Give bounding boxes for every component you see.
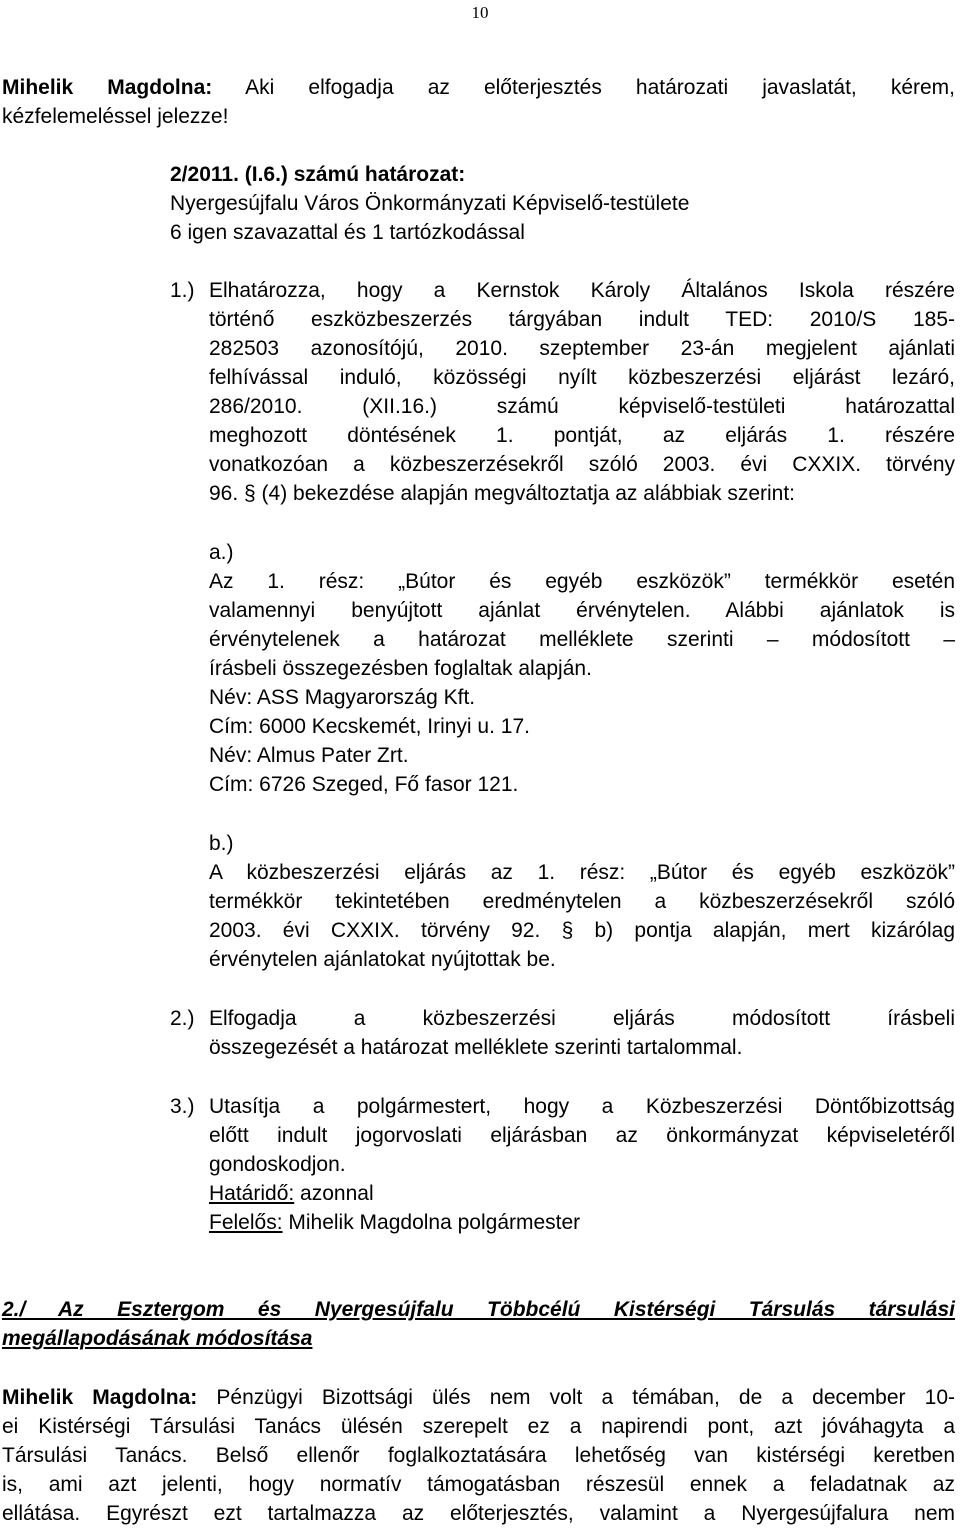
bidder-name: Név: Almus Pater Zrt. <box>209 744 409 767</box>
deadline-label: Határidő: <box>209 1182 295 1205</box>
resolution-body: Nyergesújfalu Város Önkormányzati Képviselő-testülete <box>170 192 690 215</box>
intro-text: Aki elfogadja az előterjesztés határozati javaslatát, kérem, <box>212 76 955 99</box>
speaker-name: Mihelik Magdolna: <box>2 76 213 99</box>
sub-b-line-last: érvénytelen ajánlatokat nyújtottak be. <box>209 948 556 971</box>
closing-line: is, ami azt jelenti, hogy normatív támogatásban részesül ennek a feladatnak az <box>2 1473 955 1496</box>
closing-line: Társulási Tanács. Belső ellenőr foglalkoztatására lehetőség van kistérségi keretben <box>2 1444 955 1467</box>
section-2-title: 2./ Az Esztergom és Nyergesújfalu Többcélú Kistérségi Társulás társulási <box>2 1298 955 1321</box>
sub-a-line: valamennyi benyújtott ajánlat érvénytelen. Alábbi ajánlatok is <box>209 599 955 622</box>
closing-line: ellátása. Egyrészt ezt tartalmazza az előterjesztés, valamint a Nyergesújfalura nem <box>2 1502 955 1525</box>
resolution-title: 2/2011. (I.6.) számú határozat: <box>170 163 466 186</box>
deadline-line <box>209 1179 955 1208</box>
sub-b-line: 2003. évi CXXIX. törvény 92. § b) pontja alapján, mert kizárólag <box>209 919 955 942</box>
point-1-line: felhívással induló, közösségi nyílt közbeszerzési eljárást lezáró, <box>209 366 955 389</box>
sub-a-line: érvénytelenek a határozat melléklete szerinti – módosított – <box>209 628 955 651</box>
closing-text: Pénzügyi Bizottsági ülés nem volt a témában, de a december 10- <box>197 1386 955 1409</box>
point-2-number: 2.) <box>170 1007 195 1030</box>
responsible-line <box>209 1208 955 1237</box>
point-3-line: Utasítja a polgármestert, hogy a Közbeszerzési Döntőbizottság <box>209 1095 955 1118</box>
sub-b-label: b.) <box>209 832 234 855</box>
sub-a-label: a.) <box>209 541 234 564</box>
resolution-vote: 6 igen szavazattal és 1 tartózkodással <box>170 221 525 244</box>
point-1-line: Elhatározza, hogy a Kernstok Károly Általános Iskola részére <box>209 279 955 302</box>
speaker-name: Mihelik Magdolna: <box>2 1386 198 1409</box>
deadline-value: azonnal <box>294 1182 374 1205</box>
bidder-name: Név: ASS Magyarország Kft. <box>209 686 476 709</box>
point-1-line: meghozott döntésének 1. pontját, az eljárás 1. részére <box>209 424 955 447</box>
bidder-address: Cím: 6726 Szeged, Fő fasor 121. <box>209 773 519 796</box>
sub-b-line: A közbeszerzési eljárás az 1. rész: „Bútor és egyéb eszközök” <box>209 861 955 884</box>
point-3-number: 3.) <box>170 1095 195 1118</box>
point-1-line: történő eszközbeszerzés tárgyában indult TED: 2010/S 185- <box>209 308 955 331</box>
sub-a-line: Az 1. rész: „Bútor és egyéb eszközök” termékkör esetén <box>209 570 955 593</box>
point-1-line: vonatkozóan a közbeszerzésekről szóló 2003. évi CXXIX. törvény <box>209 453 955 476</box>
intro-line-1 <box>2 73 955 102</box>
point-1-number: 1.) <box>170 279 195 302</box>
point-2-line: Elfogadja a közbeszerzési eljárás módosított írásbeli <box>209 1007 955 1030</box>
point-3-line: előtt indult jogorvoslati eljárásban az önkormányzat képviseletéről <box>209 1124 955 1147</box>
bidder-address: Cím: 6000 Kecskemét, Irinyi u. 17. <box>209 715 530 738</box>
point-3-line-last: gondoskodjon. <box>209 1153 346 1176</box>
point-1-line: 282503 azonosítójú, 2010. szeptember 23-án megjelent ajánlati <box>209 337 955 360</box>
point-2-line-last: összegezését a határozat melléklete szerinti tartalommal. <box>209 1036 743 1059</box>
closing-line: ei Kistérségi Társulási Tanács ülésén szerepelt ez a napirendi pont, azt jóváhagyta a <box>2 1415 955 1438</box>
responsible-value: Mihelik Magdolna polgármester <box>282 1211 581 1234</box>
page-number: 10 <box>471 3 489 22</box>
responsible-label: Felelős: <box>209 1211 283 1234</box>
intro-line-2: kézfelemeléssel jelezze! <box>2 105 229 128</box>
point-1-line-last: 96. § (4) bekezdése alapján megváltoztatja az alábbiak szerint: <box>209 482 796 505</box>
section-2-title-cont: megállapodásának módosítása <box>2 1327 313 1350</box>
sub-a-line-last: írásbeli összegezésben foglaltak alapján. <box>209 657 592 680</box>
closing-line-1 <box>2 1383 955 1412</box>
sub-b-line: termékkör tekintetében eredménytelen a közbeszerzésekről szóló <box>209 890 955 913</box>
point-1-line: 286/2010. (XII.16.) számú képviselő-testületi határozattal <box>209 395 955 418</box>
